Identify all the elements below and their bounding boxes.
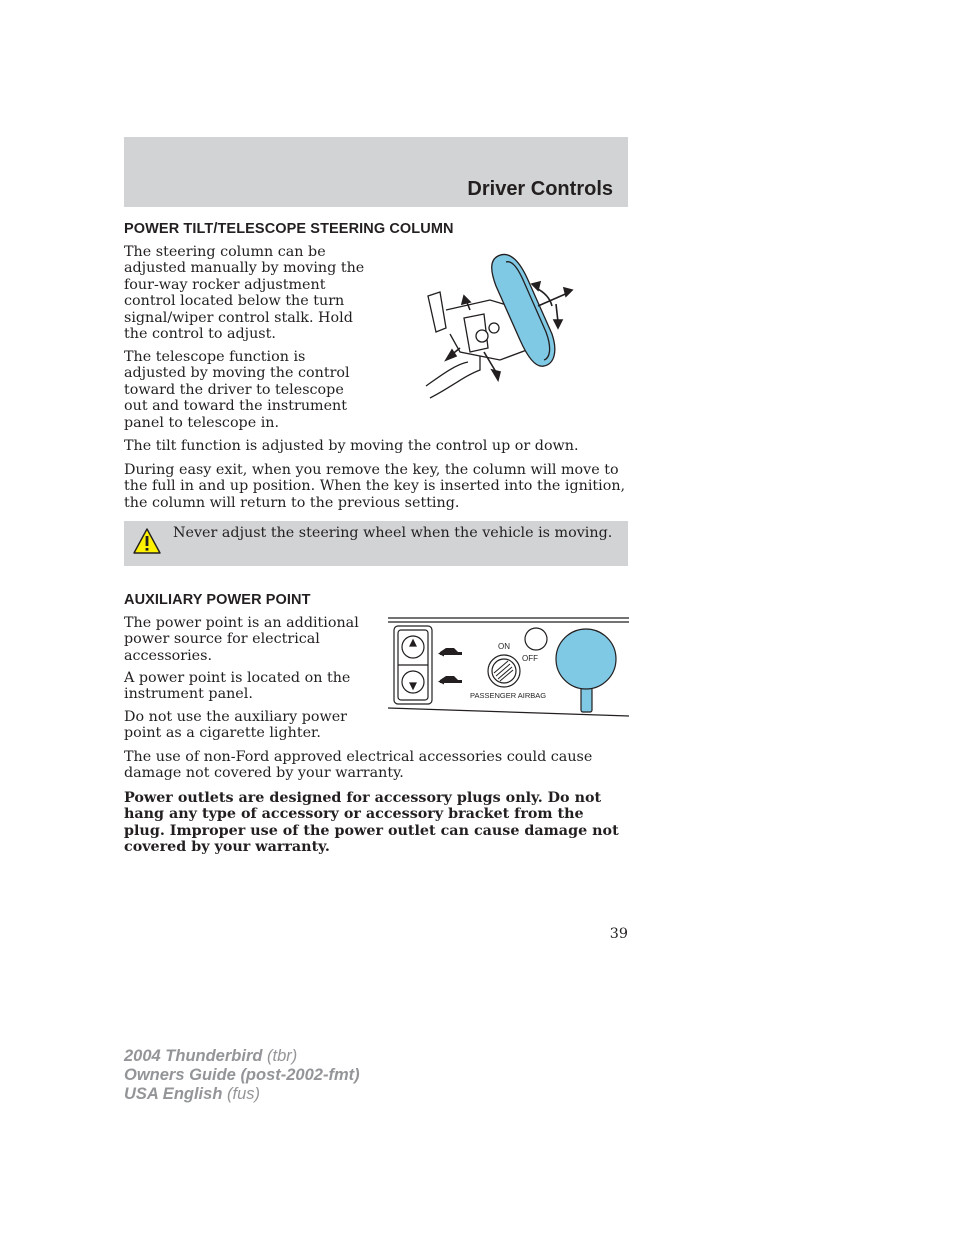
steering-column-illustration <box>420 248 580 408</box>
footer-model: 2004 Thunderbird <box>124 1047 263 1065</box>
passenger-airbag-label: PASSENGER AIRBAG <box>470 691 547 700</box>
warning-text: Never adjust the steering wheel when the vehicle is moving. <box>173 525 613 541</box>
power-warning-paragraph: Power outlets are designed for accessory plugs only. Do not hang any type of accessory or accessory bracket from the plug. Improper use of the power outlet can cause damage not covered by your warranty. <box>124 790 619 856</box>
heading-auxiliary-power: AUXILIARY POWER POINT <box>124 592 311 608</box>
heading-tilt-telescope: POWER TILT/TELESCOPE STEERING COLUMN <box>124 221 454 237</box>
footer-guide: Owners Guide (post-2002-fmt) <box>124 1066 360 1084</box>
warning-triangle-icon <box>132 527 162 555</box>
power-paragraph-2: A power point is located on the instrument panel. <box>124 670 351 703</box>
tilt-paragraph-2: The telescope function is adjusted by moving the control toward the driver to telescope out and toward the instrument panel to telescope in. <box>124 349 350 431</box>
tilt-paragraph-3: The tilt function is adjusted by moving the control up or down. <box>124 438 579 454</box>
footer-language-code: (fus) <box>227 1085 260 1103</box>
power-paragraph-1: The power point is an additional power source for electrical accessories. <box>124 615 359 664</box>
section-header-bar <box>124 137 628 207</box>
section-title: Driver Controls <box>467 178 613 200</box>
tilt-paragraph-1: The steering column can be adjusted manually by moving the four-way rocker adjustment control located below the turn signal/wiper control stalk. Hold the control to adjust. <box>124 244 365 343</box>
power-point-illustration <box>386 614 630 718</box>
footer-language: USA English <box>124 1085 223 1103</box>
tilt-paragraph-4: During easy exit, when you remove the key, the column will move to the full in and up position. When the key is inserted into the ignition, the column will return to the previous setting. <box>124 462 626 511</box>
page-number: 39 <box>609 926 628 942</box>
switch-off-label: OFF <box>522 654 538 663</box>
switch-on-label: ON <box>498 642 510 651</box>
document-footer <box>124 1047 360 1104</box>
footer-model-code: (tbr) <box>267 1047 298 1065</box>
warning-box <box>124 521 628 566</box>
power-paragraph-4: The use of non-Ford approved electrical accessories could cause damage not covered by your warranty. <box>124 749 593 782</box>
power-paragraph-3: Do not use the auxiliary power point as a cigarette lighter. <box>124 709 348 742</box>
